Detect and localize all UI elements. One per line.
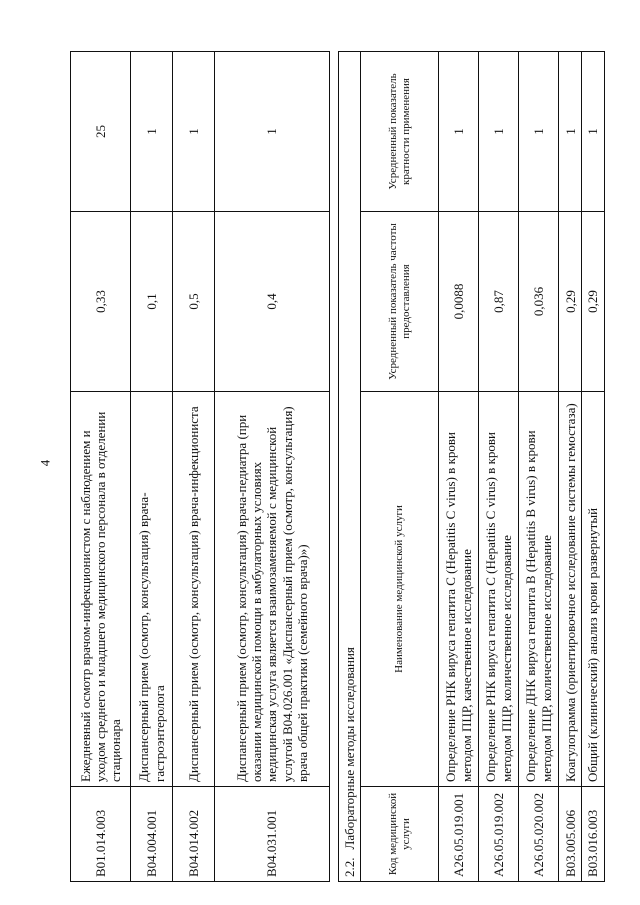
service-code: B04.031.001 (215, 787, 330, 882)
services-table-continued (70, 51, 330, 882)
multiplicity-value: 1 (173, 52, 215, 212)
table-row (439, 51, 479, 881)
section-title-row (339, 51, 361, 881)
frequency-value: 0,0088 (439, 212, 479, 392)
multiplicity-value: 1 (439, 51, 479, 211)
service-code: A26.05.020.002 (519, 787, 559, 882)
service-code: B03.005.006 (559, 787, 582, 882)
table-row (71, 52, 131, 882)
multiplicity-value: 1 (215, 52, 330, 212)
section-title (339, 51, 361, 881)
service-name: Определение РНК вируса гепатита C (Hepatitis C virus) в крови методом ПЦР, качественное исследование (439, 392, 479, 787)
multiplicity-value: 1 (479, 51, 519, 211)
table-row (131, 52, 173, 882)
multiplicity-value: 1 (519, 51, 559, 211)
frequency-value: 0,29 (559, 212, 582, 392)
service-code: B04.004.001 (131, 787, 173, 882)
header-frequency: Усредненный показатель частоты предоставления (361, 212, 439, 392)
frequency-value: 0,1 (131, 212, 173, 392)
service-code: B01.014.003 (71, 787, 131, 882)
service-name: Определение ДНК вируса гепатита B (Hepatitis B virus) в крови методом ПЦР, количественное исследование (519, 392, 559, 787)
lab-methods-table (338, 51, 605, 882)
frequency-value: 0,29 (582, 212, 605, 392)
service-name: Коагулограмма (ориентировочное исследование системы гемостаза) (559, 392, 582, 787)
table-row (479, 51, 519, 881)
frequency-value: 0,33 (71, 212, 131, 392)
multiplicity-value: 25 (71, 52, 131, 212)
header-code: Код медицинской услуги (361, 787, 439, 882)
table-row (519, 51, 559, 881)
section-number: 2.2. (341, 857, 357, 877)
page-number: 4 (37, 459, 53, 467)
service-name: Ежедневный осмотр врачом-инфекционистом с наблюдением и уходом среднего и младшего медицинского персонала в отделении стационара (71, 392, 131, 787)
frequency-value: 0,4 (215, 212, 330, 392)
header-row (361, 51, 439, 881)
service-code: B04.014.002 (173, 787, 215, 882)
multiplicity-value: 1 (559, 51, 582, 211)
header-multiplicity: Усредненный показатель кратности применения (361, 51, 439, 211)
service-name: Диспансерный прием (осмотр, консультация) врача-гастроэнтеролога (131, 392, 173, 787)
service-name: Диспансерный прием (осмотр, консультация) врача-инфекциониста (173, 392, 215, 787)
service-code: A26.05.019.002 (479, 787, 519, 882)
rotated-page-content (70, 52, 605, 882)
service-code: B03.016.003 (582, 787, 605, 882)
frequency-value: 0,036 (519, 212, 559, 392)
service-code: A26.05.019.001 (439, 787, 479, 882)
multiplicity-value: 1 (131, 52, 173, 212)
table-row (215, 52, 330, 882)
header-name: Наименование медицинской услуги (361, 392, 439, 787)
section-title-text: Лабораторные методы исследования (341, 647, 357, 850)
frequency-value: 0,87 (479, 212, 519, 392)
frequency-value: 0,5 (173, 212, 215, 392)
table-row (582, 51, 605, 881)
table-row (173, 52, 215, 882)
table-row (559, 51, 582, 881)
service-name: Диспансерный прием (осмотр, консультация) врача-педиатра (при оказании медицинской помощи в амбулаторных условиях медицинская услуга является взаимозаменяемой с медицинской услугой B04.026.001 «Диспансерный прием (осмотр, консультация) врача общей практики (семейного врача)») (215, 392, 330, 787)
multiplicity-value: 1 (582, 51, 605, 211)
service-name: Определение РНК вируса гепатита C (Hepatitis C virus) в крови методом ПЦР, количественное исследование (479, 392, 519, 787)
service-name: Общий (клинический) анализ крови развернутый (582, 392, 605, 787)
